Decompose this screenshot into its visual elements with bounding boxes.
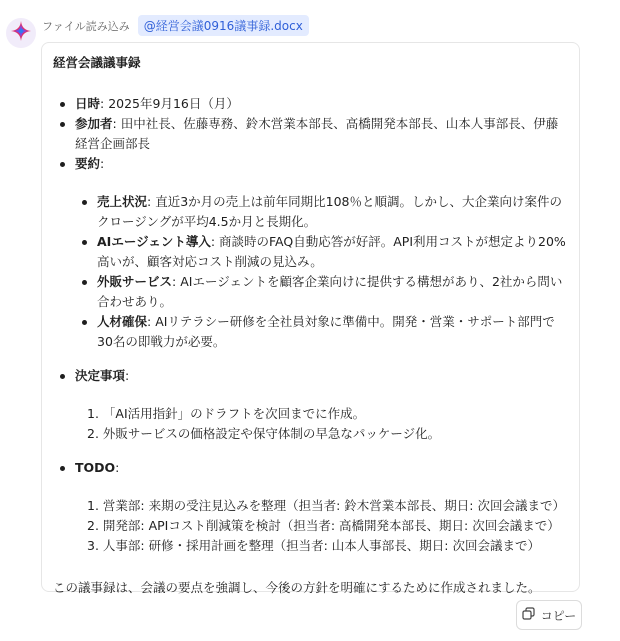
copy-button-label: コピー bbox=[540, 608, 577, 623]
summary-item bbox=[53, 154, 567, 352]
decisions-list bbox=[75, 404, 567, 444]
date-value: : 2025年9月16日（月） bbox=[100, 96, 239, 111]
summary-subitem-label: 売上状況 bbox=[97, 194, 148, 209]
summary-subitem bbox=[75, 192, 567, 232]
summary-subitem-text: : AIリテラシー研修を全社員対象に準備中。開発・営業・サポート部門で30名の即戦力が必要。 bbox=[97, 314, 555, 349]
bullet-icon bbox=[82, 320, 87, 325]
attendees-label: 参加者 bbox=[75, 116, 113, 131]
todo-entry: 1. 営業部: 来期の受注見込みを整理（担当者: 鈴木営業本部長、期日: 次回会議まで） bbox=[87, 498, 565, 513]
date-item bbox=[53, 94, 567, 114]
bullet-icon bbox=[82, 200, 87, 205]
decisions-item bbox=[53, 366, 567, 444]
document-title: 経営会議議事録 bbox=[53, 55, 141, 70]
summary-subitem-label: 外販サービス bbox=[97, 274, 173, 289]
bullet-icon bbox=[60, 122, 65, 127]
todo-entry: 3. 人事部: 研修・採用計画を整理（担当者: 山本人事部長、期日: 次回会議まで） bbox=[87, 538, 540, 553]
summary-label: 要約 bbox=[75, 156, 101, 171]
todo-item bbox=[53, 458, 567, 556]
summary-subitem-text: : 直近3か月の売上は前年同期比108％と順調。しかし、大企業向け案件のクロージングが平均4.5か月と長期化。 bbox=[97, 194, 563, 229]
bullet-icon bbox=[82, 240, 87, 245]
todo-list bbox=[75, 496, 567, 556]
summary-subitem bbox=[75, 232, 567, 272]
todo-colon: : bbox=[115, 460, 120, 475]
summary-subitem bbox=[75, 272, 567, 312]
decisions-label: 決定事項 bbox=[75, 368, 126, 383]
minutes-list bbox=[53, 94, 567, 556]
summary-subitem-label: AIエージェント導入 bbox=[97, 234, 211, 249]
summary-colon: : bbox=[100, 156, 105, 171]
message-card bbox=[41, 42, 580, 595]
bullet-icon bbox=[60, 102, 65, 107]
copy-button[interactable] bbox=[516, 600, 582, 630]
bullet-icon bbox=[82, 280, 87, 285]
file-attachment-chip[interactable]: @経営会議0916議事録.docx bbox=[138, 15, 309, 36]
decision-item: 1. 「AI活用指針」のドラフトを次回までに作成。 bbox=[87, 406, 366, 421]
file-load-status: ファイル読み込み bbox=[42, 19, 130, 33]
file-load-meta bbox=[42, 15, 309, 36]
sparkle-icon bbox=[10, 20, 32, 46]
attendees-item bbox=[53, 114, 567, 154]
decision-item: 2. 外販サービスの価格設定や保守体制の早急なパッケージ化。 bbox=[87, 426, 441, 441]
todo-entry: 2. 開発部: APIコスト削減策を検討（担当者: 高橋開発本部長、期日: 次回会議まで） bbox=[87, 518, 560, 533]
summary-subitem-text: : 商談時のFAQ自動応答が好評。API利用コストが想定より20%高いが、顧客対応コスト削減の見込み。 bbox=[97, 234, 566, 269]
todo-label: TODO bbox=[75, 460, 116, 475]
assistant-avatar bbox=[6, 18, 36, 48]
closing-text: この議事録は、会議の要点を強調し、今後の方針を明確にするために作成されました。 bbox=[53, 580, 541, 595]
decisions-colon: : bbox=[125, 368, 130, 383]
copy-icon bbox=[522, 607, 535, 623]
bullet-icon bbox=[60, 374, 65, 379]
summary-sublist bbox=[75, 192, 567, 352]
summary-subitem-label: 人材確保 bbox=[97, 314, 148, 329]
summary-subitem bbox=[75, 312, 567, 352]
summary-subitem-text: : AIエージェントを顧客企業向けに提供する構想があり、2社から問い合わせあり。 bbox=[97, 274, 563, 309]
date-label: 日時 bbox=[75, 96, 101, 111]
attendees-value: : 田中社長、佐藤専務、鈴木営業本部長、高橋開発本部長、山本人事部長、伊藤経営企画部長 bbox=[75, 116, 559, 151]
bullet-icon bbox=[60, 466, 65, 471]
bullet-icon bbox=[60, 162, 65, 167]
